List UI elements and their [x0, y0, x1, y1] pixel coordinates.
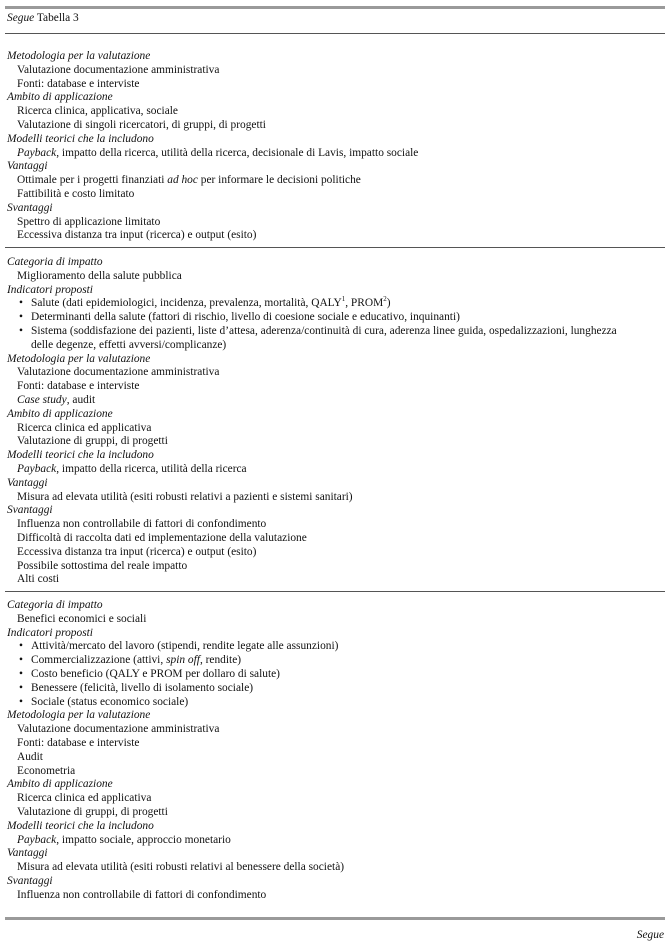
section-divider	[5, 247, 665, 248]
footnote-ref: 2	[383, 295, 387, 304]
heading: Modelli teorici che la includono	[7, 132, 154, 145]
caption-label: Tabella 3	[36, 12, 79, 24]
item: Ricerca clinica ed applicativa	[17, 421, 152, 434]
heading: Svantaggi	[7, 874, 53, 887]
item: Audit	[17, 750, 43, 763]
caption-prefix: Segue	[7, 12, 35, 24]
bullet-text: Commercializzazione (attivi,	[31, 654, 167, 667]
continued-label: Segue	[636, 929, 664, 941]
heading: Ambito di applicazione	[7, 407, 113, 420]
item-pre: Ottimale per i progetti finanziati	[17, 174, 168, 187]
bullet-text: Sistema (soddisfazione dei pazienti, liste d’attesa, aderenza/continuità di cura, aderenza linee guida, ospedalizzazioni, lunghezza	[31, 324, 617, 337]
item: Miglioramento della salute pubblica	[17, 269, 182, 282]
heading: Vantaggi	[7, 476, 48, 489]
item-em: Case study	[17, 393, 67, 406]
item: Fonti: database e interviste	[17, 380, 140, 393]
section-3	[7, 599, 664, 903]
item	[7, 834, 664, 848]
heading: Svantaggi	[7, 504, 53, 517]
item-rest: per informare le decisioni politiche	[197, 174, 361, 187]
bottom-rule	[5, 917, 665, 920]
bullet-item	[7, 325, 664, 339]
item: Spettro di applicazione limitato	[17, 215, 161, 228]
item: Influenza non controllabile di fattori di confondimento	[17, 888, 267, 901]
item-em: ad hoc	[167, 174, 198, 187]
item: Ricerca clinica, applicativa, sociale	[17, 105, 178, 118]
item: Alti costi	[17, 573, 60, 586]
item: Possibile sottostima del reale impatto	[17, 559, 188, 572]
item-em: Payback	[17, 833, 57, 846]
item: Fonti: database e interviste	[17, 736, 140, 749]
item-rest: , impatto della ricerca, utilità della ricerca, decisionale di Lavis, impatto sociale	[56, 146, 419, 159]
item	[7, 147, 664, 161]
item: Econometria	[17, 764, 76, 777]
bullet-item: • Attività/mercato del lavoro (stipendi, rendite legate alle assunzioni)	[7, 640, 664, 654]
bullet-item: • Benessere (felicità, livello di isolamento sociale)	[7, 682, 664, 696]
section-1	[7, 50, 664, 243]
item-rest: , impatto della ricerca, utilità della ricerca	[56, 462, 247, 475]
item: Fattibilità e costo limitato	[17, 187, 135, 200]
heading: Categoria di impatto	[7, 599, 103, 611]
bullet-item	[7, 311, 664, 325]
item-em: Payback	[17, 462, 57, 475]
table-caption	[7, 12, 79, 26]
bullet-continuation: delle degenze, effetti avversi/complicanze)	[31, 338, 227, 351]
heading: Metodologia per la valutazione	[7, 352, 151, 365]
item: Difficoltà di raccolta dati ed implementazione della valutazione	[17, 531, 307, 544]
item: Valutazione di singoli ricercatori, di gruppi, di progetti	[17, 118, 266, 131]
item: Ricerca clinica ed applicativa	[17, 792, 152, 805]
item: Valutazione documentazione amministrativa	[17, 723, 220, 736]
bullet-item: • Sociale (status economico sociale)	[7, 696, 664, 710]
item: Influenza non controllabile di fattori di confondimento	[17, 518, 267, 531]
item: Valutazione di gruppi, di progetti	[17, 805, 168, 818]
bullet-text: )	[386, 297, 391, 310]
item	[7, 394, 664, 408]
bullet-text: Determinanti della salute (fattori di rischio, livello di coesione sociale e educativo, inquinanti)	[31, 311, 460, 324]
bullet-item	[7, 654, 664, 668]
top-rule	[5, 6, 665, 9]
heading: Svantaggi	[7, 201, 53, 214]
heading: Metodologia per la valutazione	[7, 50, 151, 62]
bullet-item: • Costo beneficio (QALY e PROM per dollaro di salute)	[7, 668, 664, 682]
item-rest: , audit	[66, 393, 96, 406]
item: Eccessiva distanza tra input (ricerca) e output (esito)	[17, 545, 257, 558]
item	[7, 174, 664, 188]
heading: Indicatori proposti	[7, 626, 93, 639]
item: Eccessiva distanza tra input (ricerca) e output (esito)	[17, 229, 257, 242]
bullet-text: Salute (dati epidemiologici, incidenza, prevalenza, mortalità, QALY	[31, 297, 342, 310]
section-2	[7, 256, 664, 587]
item: Benefici economici e sociali	[17, 612, 147, 625]
item: Valutazione documentazione amministrativa	[17, 63, 220, 76]
heading: Ambito di applicazione	[7, 91, 113, 104]
item: Valutazione di gruppi, di progetti	[17, 435, 168, 448]
heading: Metodologia per la valutazione	[7, 709, 151, 722]
item: Valutazione documentazione amministrativa	[17, 366, 220, 379]
section-divider	[5, 591, 665, 592]
item	[7, 463, 664, 477]
bullet-item	[7, 297, 664, 311]
heading: Ambito di applicazione	[7, 778, 113, 791]
item-em: Payback	[17, 146, 57, 159]
item: Fonti: database e interviste	[17, 77, 140, 90]
heading: Vantaggi	[7, 847, 48, 860]
item-rest: , impatto sociale, approccio monetario	[56, 833, 231, 846]
bullet-text: , PROM	[345, 297, 384, 310]
heading: Indicatori proposti	[7, 283, 93, 296]
item: Misura ad elevata utilità (esiti robusti relativi a pazienti e sistemi sanitari)	[17, 490, 353, 503]
bullet-text: , rendite)	[199, 654, 242, 667]
heading: Categoria di impatto	[7, 256, 103, 268]
header-rule	[5, 33, 665, 34]
heading: Modelli teorici che la includono	[7, 449, 154, 462]
heading: Vantaggi	[7, 160, 48, 173]
footnote-ref: 1	[341, 295, 346, 304]
bullet-em: spin off	[166, 654, 200, 667]
heading: Modelli teorici che la includono	[7, 819, 154, 832]
item: Misura ad elevata utilità (esiti robusti relativi al benessere della società)	[17, 861, 345, 874]
